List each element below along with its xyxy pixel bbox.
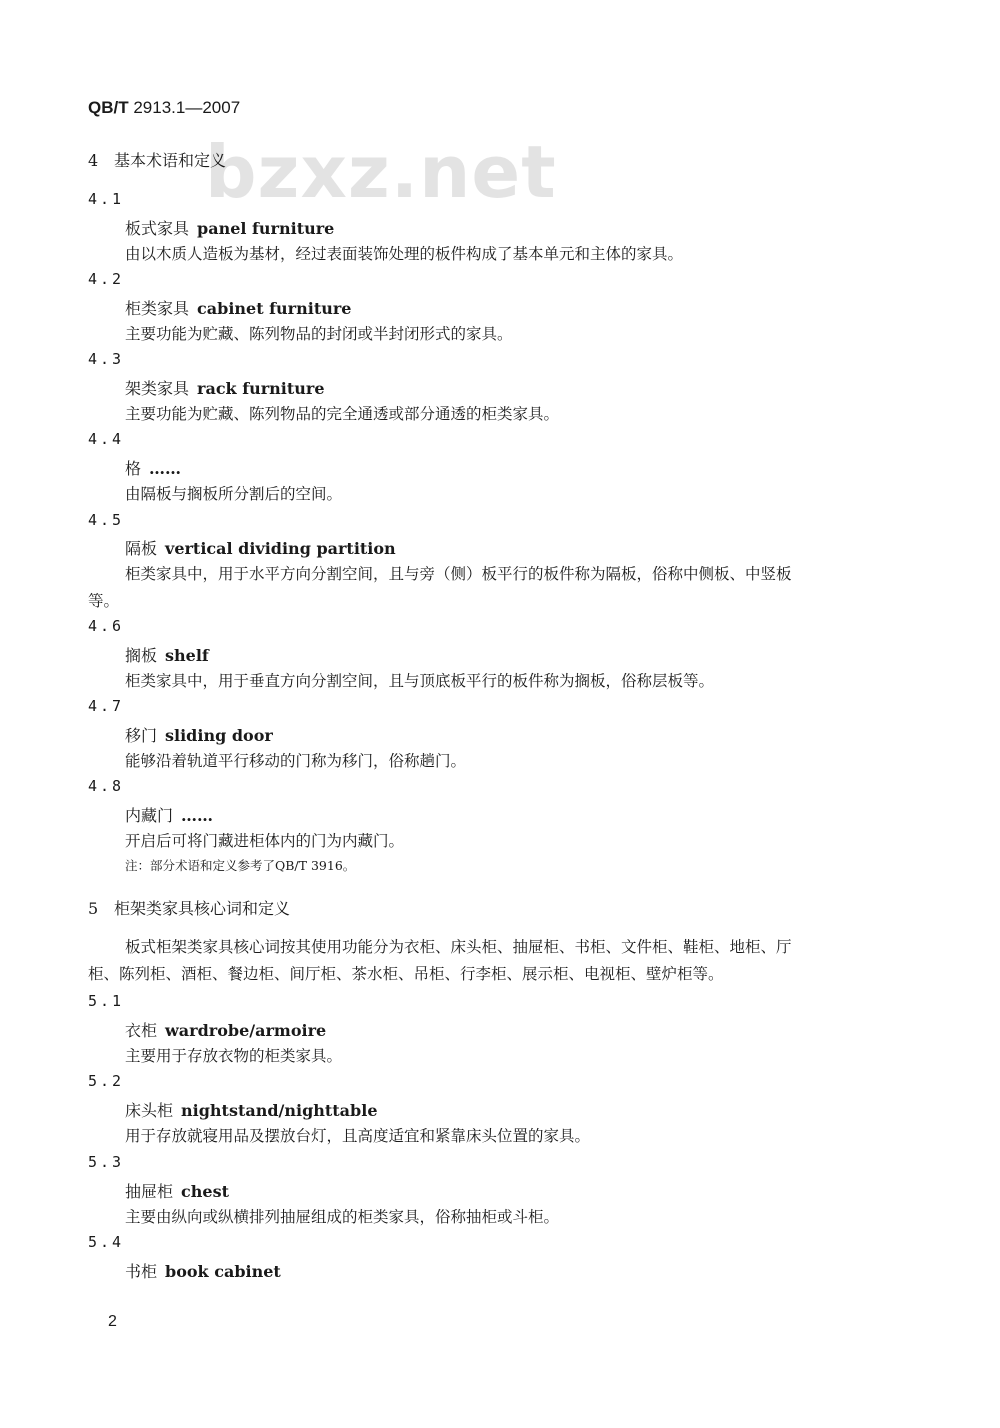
term bbox=[125, 1259, 281, 1282]
definition: 主要功能为贮藏、陈列物品的封闭或半封闭形式的家具。 bbox=[125, 325, 513, 343]
term bbox=[125, 1179, 229, 1202]
term bbox=[125, 723, 273, 746]
definition: 用于存放就寝用品及摆放台灯，且高度适宜和紧靠床头位置的家具。 bbox=[125, 1127, 591, 1145]
term-en: …… bbox=[149, 459, 182, 478]
section-number: 4 bbox=[88, 151, 99, 170]
term-cn: 书柜 bbox=[125, 1262, 158, 1281]
term-cn: 板式家具 bbox=[125, 219, 190, 238]
section-5-heading bbox=[88, 896, 290, 919]
term-cn: 柜类家具 bbox=[125, 299, 190, 318]
term-cn: 床头柜 bbox=[125, 1101, 174, 1120]
section-intro: 板式柜架类家具核心词按其使用功能分为衣柜、床头柜、抽屉柜、书柜、文件柜、鞋柜、地柜、厅 bbox=[125, 938, 792, 956]
term-cn: 搁板 bbox=[125, 646, 158, 665]
definition: 由隔板与搁板所分割后的空间。 bbox=[125, 485, 343, 503]
term-en: book cabinet bbox=[165, 1262, 281, 1281]
term bbox=[125, 643, 209, 666]
definition: 主要由纵向或纵横排列抽屉组成的柜类家具，俗称抽柜或斗柜。 bbox=[125, 1208, 560, 1226]
term-en: sliding door bbox=[165, 726, 273, 745]
section-title: 基本术语和定义 bbox=[114, 151, 227, 170]
clause-number: 5.2 bbox=[88, 1072, 125, 1090]
term bbox=[125, 216, 334, 239]
clause-number: 4.1 bbox=[88, 190, 125, 208]
term-cn: 格 bbox=[125, 459, 142, 478]
section-number: 5 bbox=[88, 899, 99, 918]
definition: 开启后可将门藏进柜体内的门为内藏门。 bbox=[125, 832, 405, 850]
clause-number: 4.2 bbox=[88, 270, 125, 288]
term-en: chest bbox=[181, 1182, 229, 1201]
term bbox=[125, 376, 325, 399]
section-4-heading bbox=[88, 148, 226, 171]
definition: 主要用于存放衣物的柜类家具。 bbox=[125, 1047, 343, 1065]
term-en: …… bbox=[181, 806, 214, 825]
standard-code-number: 2913.1—2007 bbox=[133, 98, 241, 117]
term-en: cabinet furniture bbox=[197, 299, 352, 318]
clause-number: 4.3 bbox=[88, 350, 125, 368]
term-en: nightstand/nighttable bbox=[181, 1101, 378, 1120]
clause-number: 4.8 bbox=[88, 777, 125, 795]
term-cn: 隔板 bbox=[125, 539, 158, 558]
term-en: rack furniture bbox=[197, 379, 325, 398]
term bbox=[125, 456, 181, 479]
clause-number: 4.7 bbox=[88, 697, 125, 715]
standard-code-prefix: QB/T bbox=[88, 98, 129, 117]
definition-continued: 等。 bbox=[88, 592, 120, 610]
clause-number: 4.6 bbox=[88, 617, 125, 635]
clause-number: 5.1 bbox=[88, 992, 125, 1010]
note: 注：部分术语和定义参考了QB/T 3916。 bbox=[125, 858, 356, 873]
definition: 柜类家具中，用于垂直方向分割空间，且与顶底板平行的板件称为搁板，俗称层板等。 bbox=[125, 672, 715, 690]
definition: 由以木质人造板为基材，经过表面装饰处理的板件构成了基本单元和主体的家具。 bbox=[125, 245, 684, 263]
term bbox=[125, 296, 351, 319]
section-title: 柜架类家具核心词和定义 bbox=[114, 899, 291, 918]
clause-number: 5.4 bbox=[88, 1233, 125, 1251]
term-cn: 内藏门 bbox=[125, 806, 174, 825]
term bbox=[125, 803, 213, 826]
term bbox=[125, 1098, 378, 1121]
term bbox=[125, 1018, 326, 1041]
clause-number: 4.5 bbox=[88, 511, 125, 529]
term-en: wardrobe/armoire bbox=[165, 1021, 327, 1040]
term bbox=[125, 536, 396, 559]
section-intro-continued: 柜、陈列柜、酒柜、餐边柜、间厅柜、茶水柜、吊柜、行李柜、展示柜、电视柜、壁炉柜等。 bbox=[88, 965, 724, 983]
definition: 柜类家具中，用于水平方向分割空间，且与旁（侧）板平行的板件称为隔板，俗称中侧板、中竖板 bbox=[125, 565, 792, 583]
definition: 主要功能为贮藏、陈列物品的完全通透或部分通透的柜类家具。 bbox=[125, 405, 560, 423]
page-number: 2 bbox=[108, 1313, 117, 1330]
clause-number: 4.4 bbox=[88, 430, 125, 448]
standard-code bbox=[88, 98, 240, 118]
term-cn: 架类家具 bbox=[125, 379, 190, 398]
term-cn: 抽屉柜 bbox=[125, 1182, 174, 1201]
term-en: vertical dividing partition bbox=[165, 539, 396, 558]
watermark: bzxz.net bbox=[205, 130, 557, 214]
term-en: shelf bbox=[165, 646, 209, 665]
term-cn: 移门 bbox=[125, 726, 158, 745]
term-en: panel furniture bbox=[197, 219, 335, 238]
clause-number: 5.3 bbox=[88, 1153, 125, 1171]
term-cn: 衣柜 bbox=[125, 1021, 158, 1040]
definition: 能够沿着轨道平行移动的门称为移门，俗称趟门。 bbox=[125, 752, 467, 770]
